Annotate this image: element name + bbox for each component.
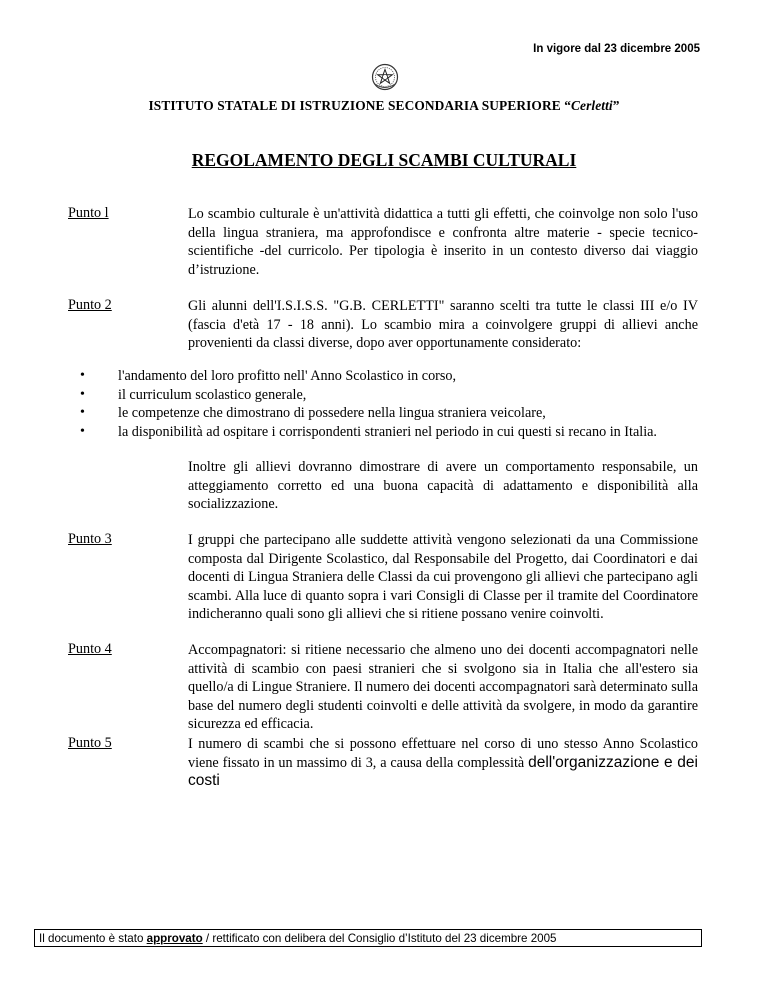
- punto-4-text: Accompagnatori: si ritiene necessario che almeno uno dei docenti accompagnatori nelle attività di scambio con paesi stranieri che si svolgono sia in Italia che all'estero sia quello/a di Lingue Straniere. Il numero dei docenti accompagnatori sarà determinato sulla base del numero degli studenti coinvolti e delle attività da svolgere, in modo da garantire sicurezza ed efficacia.: [188, 642, 698, 732]
- document-title: REGOLAMENTO DEGLI SCAMBI CULTURALI: [191, 150, 577, 170]
- approval-footer: Il documento è stato approvato / rettificato con delibera del Consiglio d’Istituto del 23 dicembre 2005: [34, 929, 702, 947]
- list-item: • le competenze che dimostrano di possedere nella lingua straniera veicolare,: [80, 405, 546, 421]
- list-item: • l'andamento del loro profitto nell' Anno Scolastico in corso,: [80, 368, 457, 384]
- italian-republic-emblem-icon: [370, 62, 400, 92]
- list-item: • la disponibilità ad ospitare i corrispondenti stranieri nel periodo in cui questi si recano in Italia.: [80, 423, 657, 440]
- effective-date: In vigore dal 23 dicembre 2005: [533, 43, 700, 55]
- punto-1-text: Lo scambio culturale è un'attività didattica a tutti gli effetti, che coinvolge non solo l'uso della lingua straniera, ma approfondisce e confronta altre materie - specie tecnico-scientifiche -del curricolo. Per tipologia è inserito in un contesto diverso dai viaggio d’istruzione.: [188, 206, 698, 278]
- punto-2-inoltre: Inoltre gli allievi dovranno dimostrare di avere un comportamento responsabile, un atteggiamento corretto ed una buona capacità di adattamento e disponibilità alla socializzazione.: [188, 459, 698, 512]
- criteria-list: [80, 367, 657, 441]
- punto-3-label: Punto 3: [68, 531, 112, 547]
- institute-name: ISTITUTO STATALE DI ISTRUZIONE SECONDARIA SUPERIORE “Cerletti”: [148, 98, 620, 113]
- punto-1-label: Punto l: [68, 205, 109, 221]
- punto-3-text: I gruppi che partecipano alle suddette attività vengono selezionati da una Commissione composta dal Dirigente Scolastico, dal Responsabile del Progetto, dai Coordinatori e dai docenti di Lingua Straniera delle Classi da cui provengono gli allievi che partecipano agli scambi. Alla luce di quanto sopra i vari Consigli di Classe per il tramite del Coordinatore indicheranno quali sono gli allievi che si ritiene possano venire coinvolti.: [188, 532, 698, 622]
- punto-5-label: Punto 5: [68, 735, 112, 751]
- punto-5-text: I numero di scambi che si possono effettuare nel corso di uno stesso Anno Scolastico viene fissato in un massimo di 3, a causa della complessità dell'organizzazione e dei costi: [188, 736, 698, 789]
- punto-2-label: Punto 2: [68, 297, 112, 313]
- list-item: • il curriculum scolastico generale,: [80, 386, 307, 403]
- punto-4-label: Punto 4: [68, 641, 112, 657]
- punto-2-text: Gli alunni dell'I.S.I.S.S. "G.B. CERLETTI" saranno scelti tra tutte le classi III e/o IV (fascia d'età 17 - 18 anni). Lo scambio mira a coinvolgere gruppi di allievi anche provenienti da classi diverse, dopo aver opportunamente considerato:: [188, 298, 698, 351]
